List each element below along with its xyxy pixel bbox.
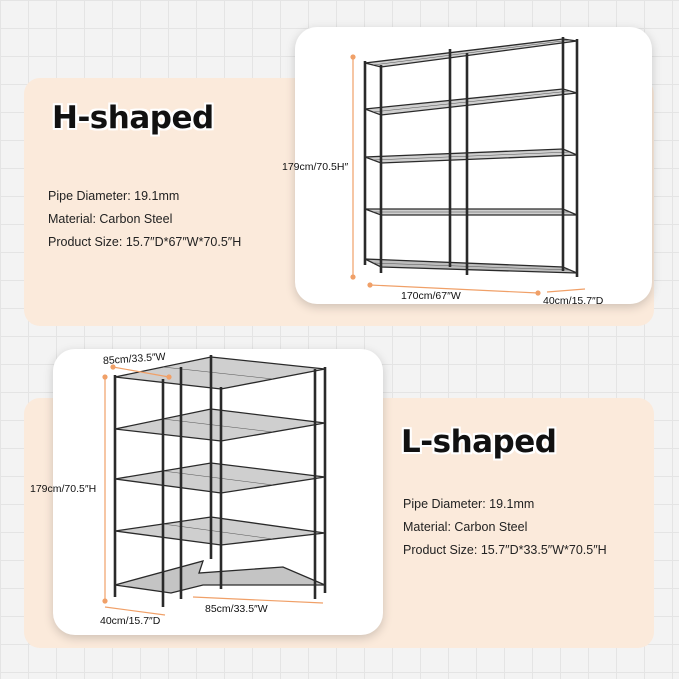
h-shaped-title: H-shaped	[52, 100, 214, 136]
l-spec-pipe-diameter: Pipe Diameter: 19.1mm	[403, 497, 535, 511]
h-spec-product-size: Product Size: 15.7″D*67″W*70.5″H	[48, 235, 242, 249]
h-shelf-drawing	[295, 27, 652, 304]
h-width-dimension: 170cm/67″W	[401, 290, 461, 302]
l-shelf-drawing	[53, 349, 383, 635]
l-top-width-dimension: 85cm/33.5″W	[102, 350, 167, 368]
h-depth-dimension: 40cm/15.7″D	[543, 295, 604, 307]
h-shelf-image	[295, 27, 652, 304]
l-bottom-width-dimension: 85cm/33.5″W	[205, 603, 268, 615]
l-depth-dimension: 40cm/15.7″D	[100, 615, 161, 627]
l-spec-product-size: Product Size: 15.7″D*33.5″W*70.5″H	[403, 543, 607, 557]
l-shaped-title: L-shaped	[401, 424, 557, 460]
h-spec-pipe-diameter: Pipe Diameter: 19.1mm	[48, 189, 180, 203]
h-spec-material: Material: Carbon Steel	[48, 212, 173, 226]
l-height-dimension: 179cm/70.5″H	[30, 483, 97, 495]
l-spec-material: Material: Carbon Steel	[403, 520, 528, 534]
h-height-dimension: 179cm/70.5H″	[282, 161, 349, 173]
l-shelf-image	[53, 349, 383, 635]
